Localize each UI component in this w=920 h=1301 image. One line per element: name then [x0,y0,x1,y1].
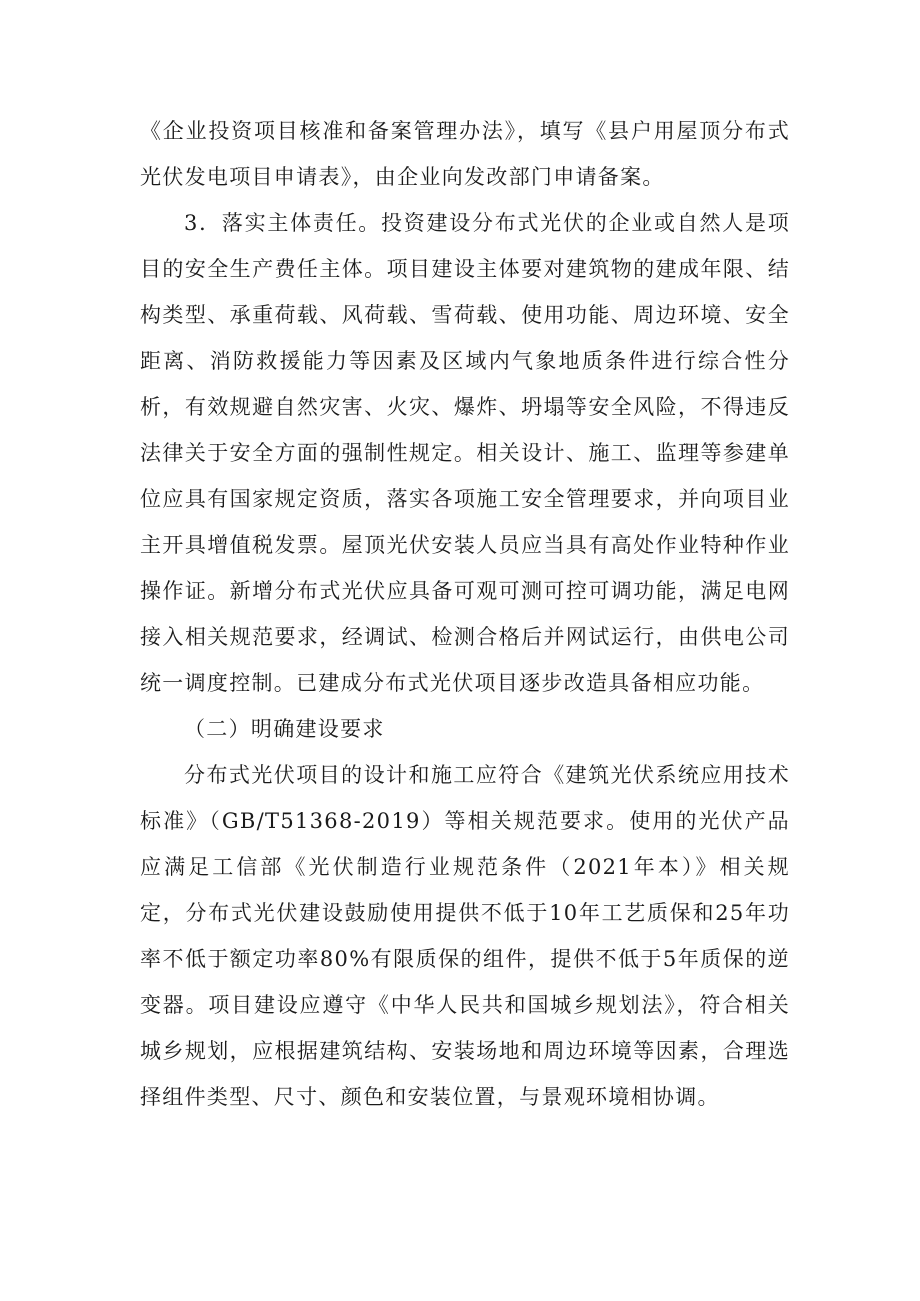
document-body [140,108,790,1120]
section-heading: （二）明确建设要求 [184,717,385,741]
paragraph-continuation: 《企业投资项目核准和备案管理办法》，填写《县户用屋顶分布式光伏发电项目申请表》，由企业向发改部门申请备案。 [140,119,790,189]
paragraph-main-responsibility: 3．落实主体责任。投资建设分布式光伏的企业或自然人是项目的安全生产费任主体。项目建设主体要对建筑物的建成年限、结构类型、承重荷载、风荷载、雪荷载、使用功能、周边环境、安全距离、消防救援能力等因素及区域内气象地质条件进行综合性分析，有效规避自然灾害、火灾、爆炸、坍塌等安全风险，不得违反法律关于安全方面的强制性规定。相关设计、施工、监理等参建单位应具有国家规定资质，落实各项施工安全管理要求，并向项目业主开具增值税发票。屋顶光伏安装人员应当具有高处作业特种作业操作证。新增分布式光伏应具备可观可测可控可调功能，满足电网接入相关规范要求，经调试、检测合格后并网试运行，由供电公司统一调度控制。已建成分布式光伏项目逐步改造具备相应功能。 [140,211,790,695]
paragraph-construction-requirements: 分布式光伏项目的设计和施工应符合《建筑光伏系统应用技术标准》（GB/T51368-2019）等相关规范要求。使用的光伏产品应满足工信部《光伏制造行业规范条件（2021年本）》相关规定，分布式光伏建设鼓励使用提供不低于10年工艺质保和25年功率不低于额定功率80%有限质保的组件，提供不低于5年质保的逆变器。项目建设应遵守《中华人民共和国城乡规划法》，符合相关城乡规划，应根据建筑结构、安装场地和周边环境等因素，合理选择组件类型、尺寸、颜色和安装位置，与景观环境相协调。 [140,763,790,1109]
